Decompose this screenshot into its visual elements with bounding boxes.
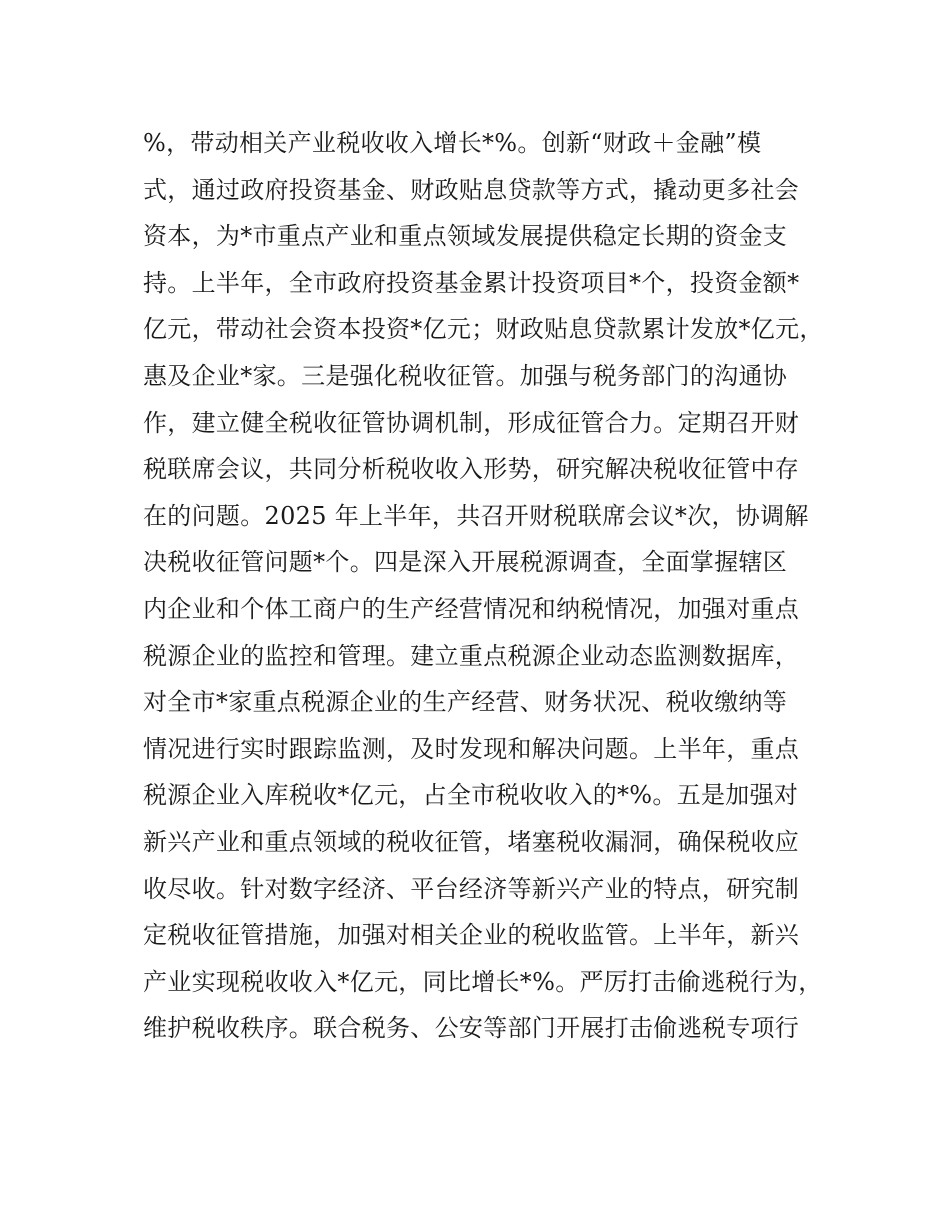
text-line: 维护税收秩序。联合税务、公安等部门开展打击偷逃税专项行 — [143, 1014, 800, 1043]
text-line: 持。上半年，全市政府投资基金累计投资项目*个，投资金额* — [143, 268, 800, 297]
text-line: 税联席会议，共同分析税收收入形势，研究解决税收征管中存 — [143, 455, 800, 484]
text-line: 内企业和个体工商户的生产经营情况和纳税情况，加强对重点 — [143, 594, 800, 623]
body-text — [143, 120, 833, 1052]
text-line: 税源企业的监控和管理。建立重点税源企业动态监测数据库， — [143, 641, 800, 670]
text-line: 对全市*家重点税源企业的生产经营、财务状况、税收缴纳等 — [143, 688, 788, 717]
text-line: 在的问题。2025 年上半年，共召开财税联席会议*次，协调解 — [143, 501, 809, 530]
text-line: 作，建立健全税收征管协调机制，形成征管合力。定期召开财 — [143, 408, 800, 437]
text-line: %，带动相关产业税收收入增长*%。创新“财政＋金融”模 — [143, 129, 762, 157]
text-line: 收尽收。针对数字经济、平台经济等新兴产业的特点，研究制 — [143, 874, 800, 903]
text-line: 决税收征管问题*个。四是深入开展税源调查，全面掌握辖区 — [143, 548, 788, 577]
text-line: 惠及企业*家。三是强化税收征管。加强与税务部门的沟通协 — [143, 361, 788, 390]
text-line: 式，通过政府投资基金、财政贴息贷款等方式，撬动更多社会 — [143, 175, 800, 204]
text-line: 资本，为*市重点产业和重点领域发展提供稳定长期的资金支 — [143, 222, 788, 251]
text-line: 产业实现税收收入*亿元，同比增长*%。严厉打击偷逃税行为， — [143, 967, 823, 996]
text-line: 情况进行实时跟踪监测，及时发现和解决问题。上半年，重点 — [143, 734, 800, 763]
text-line: 新兴产业和重点领域的税收征管，堵塞税收漏洞，确保税收应 — [143, 827, 800, 856]
text-line: 税源企业入库税收*亿元，占全市税收收入的*%。五是加强对 — [143, 781, 799, 810]
text-line: 定税收征管措施，加强对相关企业的税收监管。上半年，新兴 — [143, 921, 800, 950]
text-line: 亿元，带动社会资本投资*亿元；财政贴息贷款累计发放*亿元， — [143, 315, 824, 344]
